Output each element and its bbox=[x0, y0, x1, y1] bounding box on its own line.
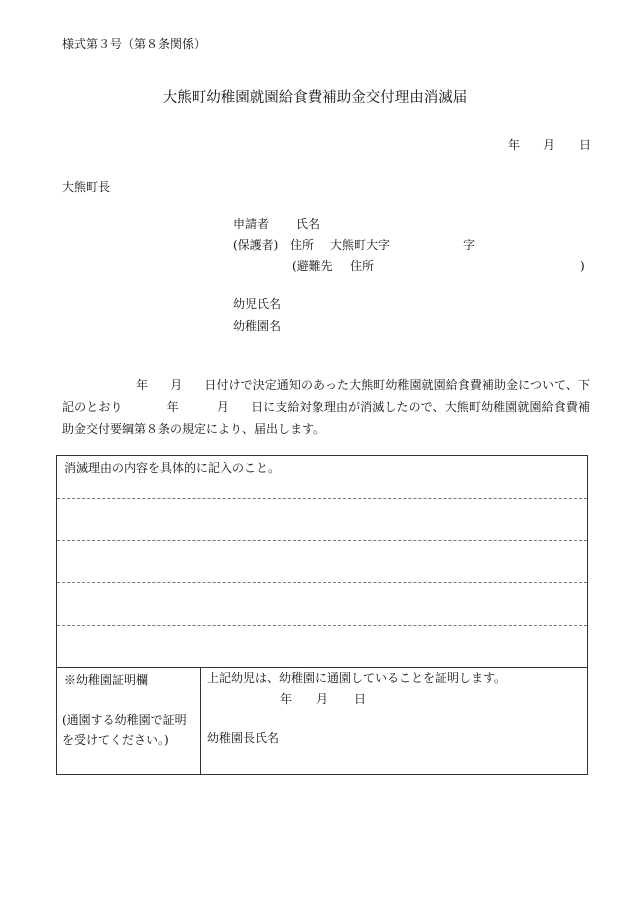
certification-note-line-1: (通園する幼稚園で証明 bbox=[62, 713, 187, 727]
certification-note-line-2: を受けてください。) bbox=[62, 733, 169, 747]
certification-statement: 上記幼児は、幼稚園に通園していることを証明します。 bbox=[207, 671, 507, 685]
address-value: 大熊町大字 bbox=[330, 238, 391, 252]
reason-instruction: 消滅理由の内容を具体的に記入のこと。 bbox=[64, 461, 281, 475]
reason-line-2[interactable] bbox=[57, 540, 587, 541]
form-number: 様式第３号（第８条関係） bbox=[62, 37, 207, 51]
child-name-label: 幼児氏名 bbox=[233, 297, 282, 311]
principal-name-label: 幼稚園長氏名 bbox=[207, 731, 280, 745]
body-part-1: 日付けで決定通知のあった大熊町幼稚園就園給食費補助金について、下記のとおり bbox=[62, 378, 590, 414]
kindergarten-name-label: 幼稚園名 bbox=[233, 319, 282, 333]
reason-line-3[interactable] bbox=[57, 582, 587, 583]
notification-paragraph bbox=[62, 374, 590, 440]
submission-date-day-label: 日 bbox=[579, 138, 592, 152]
body-part-2: 日に支給対象理由が消滅したので、大熊町幼稚園就園給食費補助金交付要綱第８条の規定により、届出します。 bbox=[62, 400, 590, 436]
submission-date-month-label: 月 bbox=[543, 138, 556, 152]
certification-day-label: 日 bbox=[354, 692, 367, 706]
reason-line-1[interactable] bbox=[57, 498, 587, 499]
reason-line-4[interactable] bbox=[57, 625, 587, 626]
submission-date-year-label: 年 bbox=[508, 138, 521, 152]
evacuation-close-paren: ) bbox=[580, 259, 585, 273]
evacuation-address-label: 住所 bbox=[350, 259, 375, 273]
applicant-name-label: 氏名 bbox=[296, 217, 321, 231]
body-month-2: 月 bbox=[216, 400, 230, 414]
certification-divider-horizontal bbox=[57, 667, 587, 668]
address-label: 住所 bbox=[290, 238, 315, 252]
applicant-label: 申請者 bbox=[233, 217, 270, 231]
certification-divider-vertical bbox=[200, 667, 201, 774]
body-month-1: 月 bbox=[170, 378, 183, 392]
certification-month-label: 月 bbox=[316, 692, 329, 706]
addressee: 大熊町長 bbox=[62, 180, 111, 194]
body-year-1: 年 bbox=[136, 378, 149, 392]
document-title: 大熊町幼稚園就園給食費補助金交付理由消滅届 bbox=[162, 90, 468, 106]
evacuation-label: (避難先 bbox=[292, 259, 333, 273]
certification-heading: ※幼稚園証明欄 bbox=[64, 673, 149, 687]
reason-table bbox=[56, 455, 588, 775]
body-year-2: 年 bbox=[166, 400, 179, 414]
certification-year-label: 年 bbox=[280, 692, 293, 706]
guardian-label: (保護者) bbox=[233, 238, 279, 252]
aza-label: 字 bbox=[463, 238, 476, 252]
